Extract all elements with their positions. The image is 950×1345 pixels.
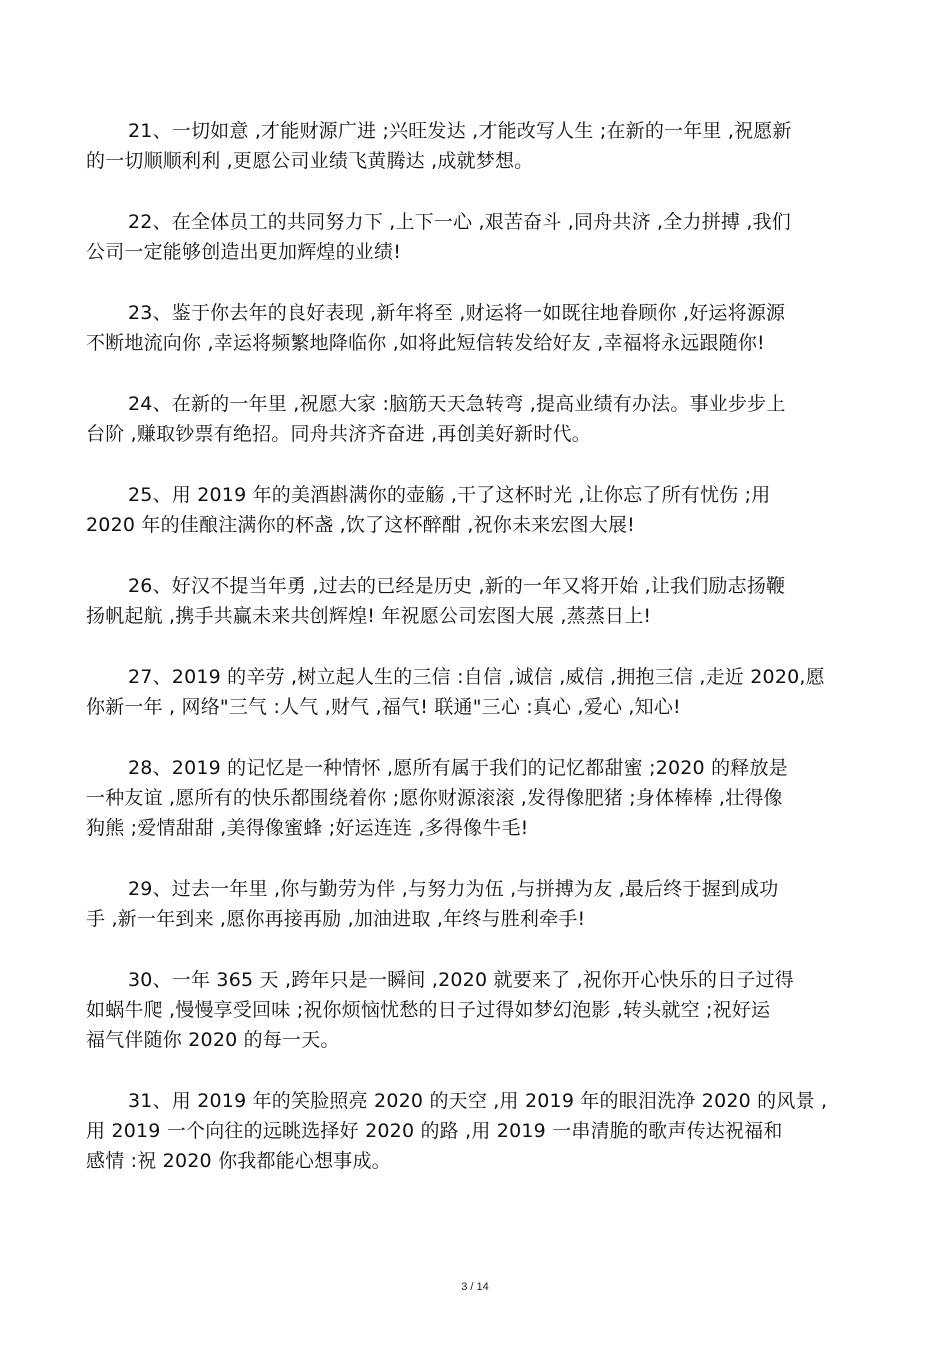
paragraph-line: 公司一定能够创造出更加辉煌的业绩! [86,241,402,263]
paragraph-line: 用 2019 一个向往的远眺选择好 2020 的路 ,用 2019 一串清脆的歌声传达祝福和 [86,1120,783,1142]
paragraph-line: 23、鉴于你去年的良好表现 ,新年将至 ,财运将一如既往地眷顾你 ,好运将源源 [128,302,786,324]
paragraph-line: 你新一年 , 网络"三气 :人气 ,财气 ,福气! 联通"三心 :真心 ,爱心 ,知心! [86,696,681,718]
paragraph-line: 26、好汉不提当年勇 ,过去的已经是历史 ,新的一年又将开始 ,让我们励志扬鞭 [128,575,786,597]
paragraph-line: 台阶 ,赚取钞票有绝招。同舟共济齐奋进 ,再创美好新时代。 [86,423,591,445]
paragraph [86,874,866,934]
paragraph [86,571,866,631]
paragraph-line: 福气伴随你 2020 的每一天。 [86,1029,340,1051]
paragraph-line: 如蜗牛爬 ,慢慢享受回味 ;祝你烦恼忧愁的日子过得如梦幻泡影 ,转头就空 ;祝好运 [86,999,771,1021]
paragraph-line: 扬帆起航 ,携手共赢未来共创辉煌! 年祝愿公司宏图大展 ,蒸蒸日上! [86,605,652,627]
paragraph-line: 30、一年 365 天 ,跨年只是一瞬间 ,2020 就要来了 ,祝你开心快乐的日子过得 [128,969,794,991]
paragraph [86,116,866,176]
paragraph-line: 一种友谊 ,愿所有的快乐都围绕着你 ;愿你财源滚滚 ,发得像肥猪 ;身体棒棒 ,壮得像 [86,787,783,809]
paragraph-line: 不断地流向你 ,幸运将频繁地降临你 ,如将此短信转发给好友 ,幸福将永远跟随你! [86,332,765,354]
paragraph [86,753,866,843]
document-body [86,116,866,1207]
paragraph-line: 手 ,新一年到来 ,愿你再接再励 ,加油进取 ,年终与胜利牵手! [86,908,586,930]
paragraph [86,298,866,358]
paragraph [86,1086,866,1176]
paragraph [86,480,866,540]
paragraph-line: 25、用 2019 年的美酒斟满你的壶觞 ,干了这杯时光 ,让你忘了所有忧伤 ;用 [128,484,771,506]
paragraph-line: 28、2019 的记忆是一种情怀 ,愿所有属于我们的记忆都甜蜜 ;2020 的释放是 [128,757,788,779]
paragraph-line: 27、2019 的辛劳 ,树立起人生的三信 :自信 ,诚信 ,威信 ,拥抱三信 ,走近 2020,愿 [128,666,825,688]
paragraph-line: 的一切顺顺利利 ,更愿公司业绩飞黄腾达 ,成就梦想。 [86,150,534,172]
paragraph-line: 2020 年的佳酿注满你的杯盏 ,饮了这杯醉酣 ,祝你未来宏图大展! [86,514,635,536]
paragraph-line: 29、过去一年里 ,你与勤劳为伴 ,与努力为伍 ,与拼搏为友 ,最后终于握到成功 [128,878,779,900]
paragraph [86,662,866,722]
paragraph-line: 感情 :祝 2020 你我都能心想事成。 [86,1150,391,1172]
paragraph-line: 22、在全体员工的共同努力下 ,上下一心 ,艰苦奋斗 ,同舟共济 ,全力拼搏 ,我们 [128,211,791,233]
page-number: 3 / 14 [461,1281,489,1293]
paragraph [86,207,866,267]
paragraph-line: 21、一切如意 ,才能财源广进 ;兴旺发达 ,才能改写人生 ;在新的一年里 ,祝愿新 [128,120,792,142]
paragraph-line: 狗熊 ;爱情甜甜 ,美得像蜜蜂 ;好运连连 ,多得像牛毛! [86,817,529,839]
paragraph [86,389,866,449]
paragraph-line: 31、用 2019 年的笑脸照亮 2020 的天空 ,用 2019 年的眼泪洗净 2020 的风景 , [128,1090,828,1112]
paragraph-line: 24、在新的一年里 ,祝愿大家 :脑筋天天急转弯 ,提高业绩有办法。事业步步上 [128,393,786,415]
paragraph [86,965,866,1055]
